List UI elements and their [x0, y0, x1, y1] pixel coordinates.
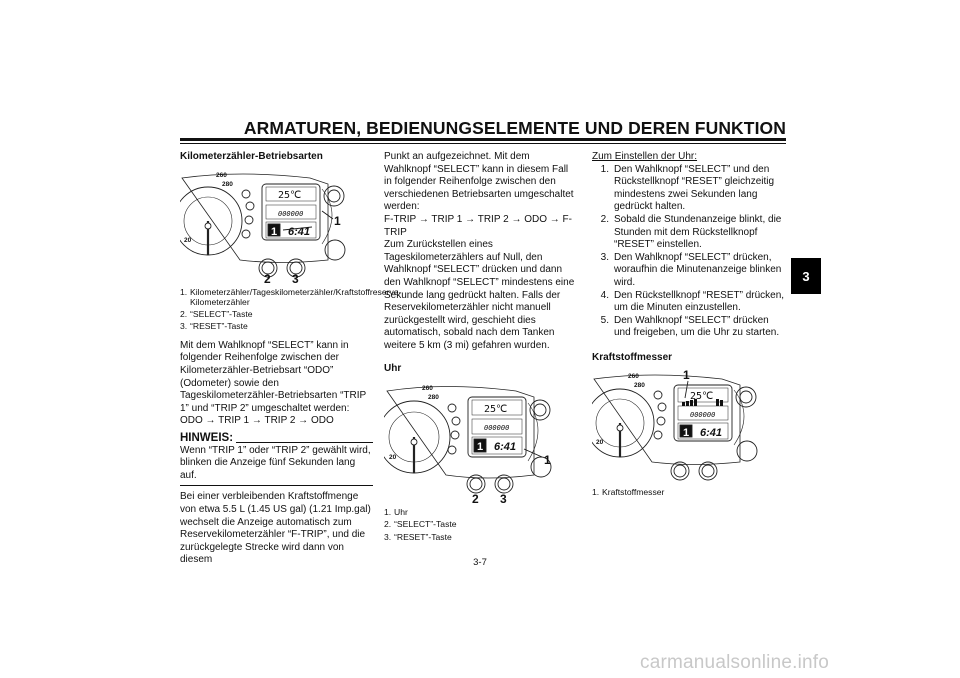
display-clock: 6:41 — [494, 441, 517, 454]
caption-item: 2. “SELECT”-Taste — [384, 519, 457, 530]
body-paragraph: Punkt an aufgezeichnet. Mit dem Wahlknopf “SELECT” kann in diesem Fall in folgender Reihenfolge zwischen den verschiedenen Betriebsarten umgeschaltet werden: — [384, 151, 574, 213]
callout-2: 2 — [264, 271, 271, 284]
callout-2: 2 — [472, 492, 479, 506]
dial-label-20: 20 — [596, 438, 604, 446]
dial-label-280: 280 — [222, 180, 233, 188]
note-text: Wenn “TRIP 1” oder “TRIP 2” gewählt wird, blinken die Anzeige fünf Sekunden lang auf. — [180, 444, 371, 481]
dial-label-280: 280 — [428, 394, 439, 402]
display-odometer: 000000 — [278, 209, 304, 218]
display-digit: 1 — [683, 426, 690, 439]
callout-1: 1 — [683, 367, 690, 382]
sequence-text: F-TRIP → TRIP 1 → TRIP 2 → ODO → F-TRIP — [384, 213, 572, 238]
display-odometer: 000000 — [484, 424, 510, 433]
watermark: carmanualsonline.info — [640, 652, 830, 673]
column-2 — [384, 151, 576, 542]
display-temperature: 25℃ — [278, 189, 302, 201]
dial-graphic — [592, 372, 757, 480]
steps-list — [592, 164, 785, 340]
dial-label-260: 260 — [628, 372, 639, 380]
sequence-text: ODO → TRIP 1 → TRIP 2 → ODO — [180, 415, 334, 427]
header-rule-thick — [180, 138, 786, 141]
dial-label-280: 280 — [634, 381, 645, 389]
callout-1: 1 — [544, 453, 551, 468]
dial-graphic — [180, 171, 345, 277]
list-item: 5. Den Wahlknopf “SELECT” drücken und freigeben, um die Uhr zu starten. — [600, 314, 780, 339]
body-paragraph: Zum Zurückstellen eines Tageskilometerzählers auf Null, den Wahlknopf “SELECT” drücken und dann den Wahlknopf “SELECT” mindestens eine Sekunde lang gedrückt halten. Falls der Reservekilometerzähler nicht manuell zurückgestellt wird, geschieht dies automatisch, sobald nach dem Tanken weitere 5 km (3 mi) gefahren wurden. — [384, 239, 575, 351]
subheading-set-clock: Zum Einstellen der Uhr: — [592, 151, 698, 162]
display-odometer: 000000 — [690, 410, 716, 419]
header-rule-thin — [180, 143, 786, 144]
page-title: ARMATUREN, BEDIENUNGSELEMENTE UND DEREN FUNKTION — [243, 118, 786, 138]
column-3 — [592, 151, 785, 497]
list-item: 2. Sobald die Stundenanzeige blinkt, die Stunden mit dem Rückstellknopf “RESET” einstellen. — [600, 213, 782, 251]
note-heading: HINWEIS: — [180, 432, 373, 445]
figure-clock-dashboard — [384, 375, 576, 505]
display-clock: 6:41 — [700, 426, 723, 439]
list-item: 1. Den Wahlknopf “SELECT” und den Rückstellknopf “RESET” gleichzeitig mindestens zwei Sekunden lang gedrückt halten. — [600, 163, 775, 213]
figure-odometer-dashboard — [180, 164, 373, 284]
figure-captions — [384, 507, 576, 542]
figure-captions — [180, 286, 402, 332]
section-heading-clock: Uhr — [384, 362, 402, 374]
section-heading-odometer: Kilometerzähler-Betriebsarten — [180, 151, 323, 162]
body-paragraph: Bei einer verbleibenden Kraftstoffmenge von etwa 5.5 L (1.45 US gal) (1.21 Imp.gal) wechselt die Anzeige automatisch zum Reservekilometerzähler “F-TRIP”, und die zurückgelegte Strecke wird dann von diesem — [180, 491, 371, 566]
list-item: 3. Den Wahlknopf “SELECT” drücken, woraufhin die Minutenanzeige blinken wird. — [600, 251, 782, 288]
dial-label-20: 20 — [389, 454, 397, 462]
caption-item: 3. “RESET”-Taste — [180, 321, 248, 332]
figure-fuel-gauge-dashboard — [592, 365, 785, 485]
note-divider — [180, 485, 373, 486]
display-clock: 6:41 — [288, 225, 311, 238]
page-number: 3-7 — [473, 557, 487, 568]
dial-label-260: 260 — [216, 171, 227, 179]
list-item: 4. Den Rückstellknopf “RESET” drücken, um die Minuten einzustellen. — [600, 289, 785, 314]
dial-label-260: 260 — [422, 385, 433, 393]
body-paragraph: Mit dem Wahlknopf “SELECT” kann in folgender Reihenfolge zwischen der Kilometerzähler-Betriebsart “ODO” (Odometer) sowie den Tageskilometerzähler-Betriebsarten “TRIP 1” und “TRIP 2” umgeschaltet werden: — [180, 339, 367, 414]
display-digit: 1 — [477, 441, 484, 454]
dial-label-20: 20 — [184, 236, 192, 244]
caption-item: 3. “RESET”-Taste — [384, 531, 452, 542]
display-temperature: 25℃ — [690, 390, 714, 402]
display-temperature: 25℃ — [484, 404, 508, 416]
chapter-tab: 3 — [791, 258, 821, 294]
caption-item: 1. Uhr — [384, 507, 408, 518]
figure-captions — [592, 487, 785, 497]
callout-3: 3 — [500, 492, 507, 506]
caption-item: 1. Kilometerzähler/Tageskilometerzähler/Kraftstoffreserve-Kilometerzähler — [180, 286, 402, 307]
dial-graphic — [384, 387, 551, 494]
section-heading-fuel-gauge: Kraftstoffmesser — [592, 351, 673, 363]
caption-item: 2. “SELECT”-Taste — [180, 309, 253, 320]
callout-3: 3 — [292, 271, 299, 284]
display-digit: 1 — [271, 225, 278, 238]
caption-item: 1. Kraftstoffmesser — [592, 486, 665, 497]
callout-1: 1 — [334, 213, 341, 228]
